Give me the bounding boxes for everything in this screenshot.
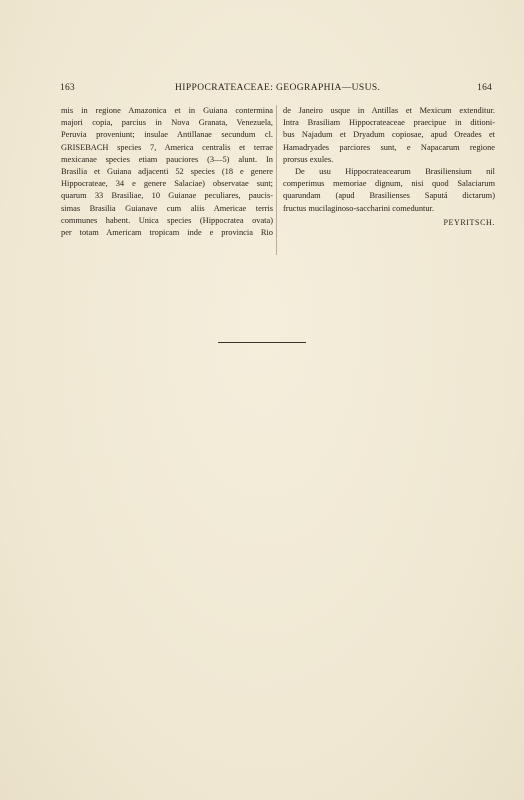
text-line: mexicanae species etiam pauciores (3—5) alunt. In bbox=[61, 154, 273, 164]
text-line: de Janeiro usque in Antillas et Mexicum extenditur. bbox=[283, 106, 495, 115]
text-line: De usu Hippocrateacearum Brasiliensium nil bbox=[295, 166, 495, 176]
text-line: comperimus memoriae dignum, nisi quod Salaciarum bbox=[283, 179, 495, 189]
left-text-column bbox=[61, 105, 273, 239]
text-line: Brasilia et Guiana adjacenti 52 species (18 e genere bbox=[61, 166, 273, 176]
right-text-column bbox=[283, 105, 495, 229]
text-line: Hamadryades parciores sunt, e Napacarum regione bbox=[283, 142, 495, 152]
text-line: bus Najadum et Dryadum copiosae, apud Oreades et bbox=[283, 130, 495, 140]
column-divider bbox=[276, 105, 277, 255]
text-line: Intra Brasiliam Hippocrateaceae praecipue in ditioni- bbox=[283, 118, 495, 128]
text-line: quarum 33 Brasiliae, 10 Guianae peculiares, paucis- bbox=[61, 191, 273, 201]
text-line: majori copia, parcius in Nova Granata, Venezuela, bbox=[61, 118, 273, 128]
text-line: quarundam (apud Brasilienses Saputá dictarum) bbox=[283, 191, 495, 201]
text-line: mis in regione Amazonica et in Guiana contermina bbox=[61, 106, 273, 115]
section-end-rule bbox=[218, 342, 306, 343]
author-signature: PEYRITSCH. bbox=[443, 217, 495, 227]
text-line: fructus mucilaginoso-saccharini comeduntur. bbox=[283, 203, 434, 213]
text-line: prorsus exules. bbox=[283, 154, 334, 164]
text-line: communes habent. Unica species (Hippocratea ovata) bbox=[61, 215, 273, 225]
text-line: per totam Americam tropicam inde e provincia Rio bbox=[61, 227, 273, 237]
page-number-left: 163 bbox=[60, 83, 75, 93]
running-header bbox=[60, 83, 492, 97]
text-line: simas Brasilia Guianave cum aliis Americae terris bbox=[61, 203, 273, 213]
text-line: Hippocrateae, 34 e genere Salaciae) observatae sunt; bbox=[61, 179, 273, 189]
page-number-right: 164 bbox=[477, 83, 492, 93]
text-line: Peruvia proveniunt; insulae Antillanae secundum cl. bbox=[61, 130, 273, 140]
text-line: GRISEBACH species 7, America centralis et terrae bbox=[61, 142, 273, 152]
running-title: HIPPOCRATEACEAE: GEOGRAPHIA—USUS. bbox=[175, 83, 381, 93]
